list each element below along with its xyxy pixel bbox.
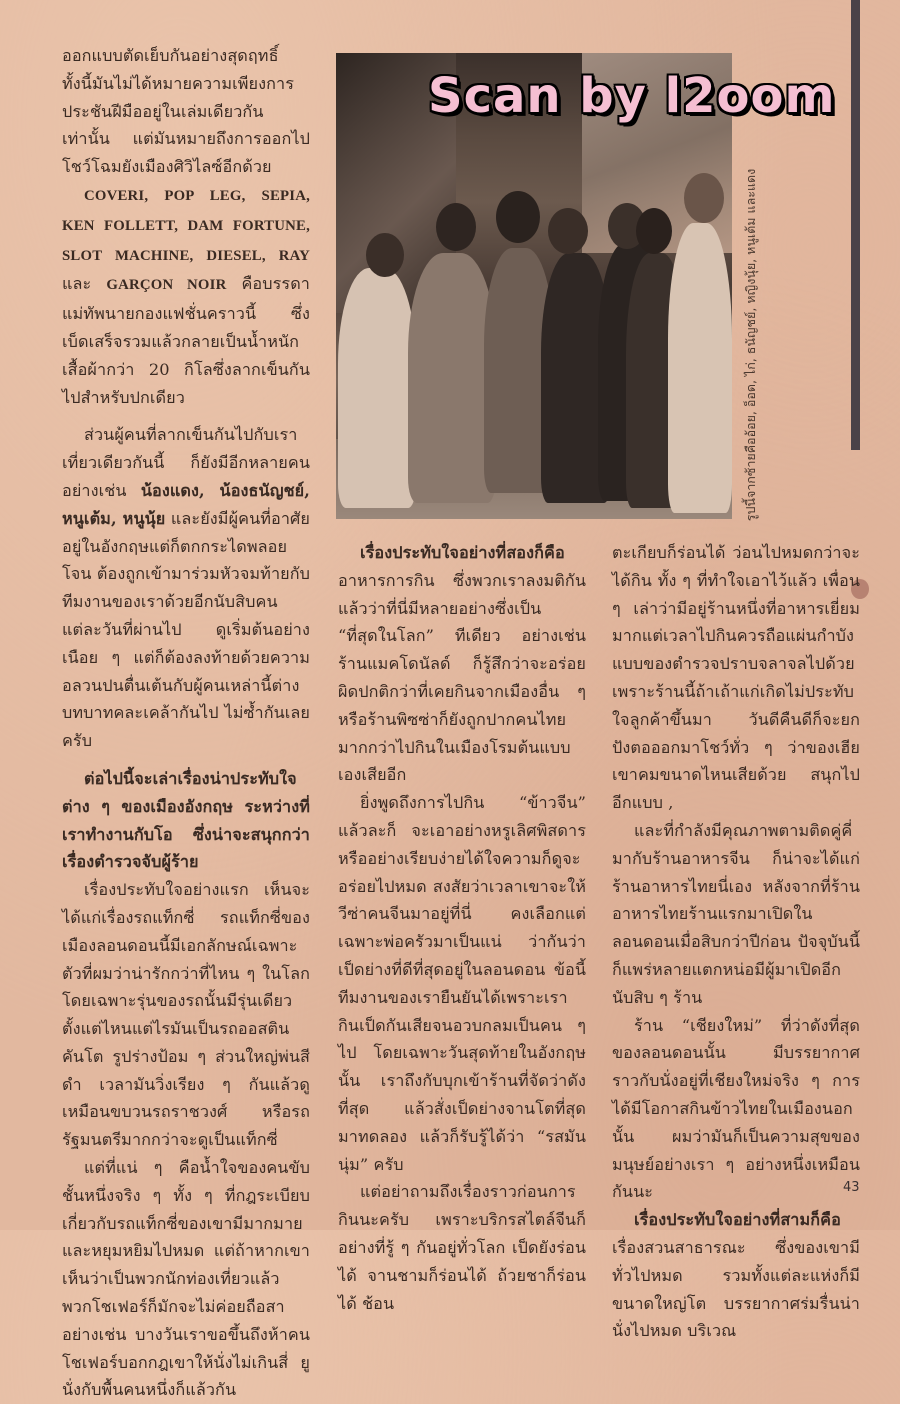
paragraph: แต่อย่าถามถึงเรื่องราวก่อนการกินนะครับ เพราะบริกรสไตล์จีนก็อย่างที่รู้ ๆ กันอยู่ทั่วโลก เป็ดยังร่อนได้ จานชามก็ร่อนได้ ถ้วยชาก็ร่อนได้ ช้อน: [338, 1182, 586, 1313]
paragraph: [612, 1206, 860, 1345]
people-names: น้องแดง, น้องธนัญชย์, หนูเต้ม, หนูนุ้ย: [62, 480, 310, 528]
person-head: [548, 208, 588, 254]
paragraph: เรื่องประทับใจอย่างแรก เห็นจะได้แก่เรื่องรถแท็กซี่ รถแท็กซี่ของเมืองลอนดอนนี้มีเอกลักษณ์เฉพาะตัวที่ผมว่าน่ารักกว่าที่ไหน ๆ ในโลก โดยเฉพาะรุ่นของรถนั้นมีรุ่นเดียวตั้งแต่ไหนแต่ไรมันเป็นรถออสตินคันโต รูปร่างป้อม ๆ ส่วนใหญ่พ่นสีดำ เวลามันวิ่งเรียง ๆ กันแล้วดูเหมือนขบวนรถราชวงศ์ หรือรถรัฐมนตรีมากกว่าจะดูเป็นแท็กซี่: [62, 880, 310, 1150]
person-head: [366, 233, 404, 277]
paragraph: [62, 421, 310, 755]
paragraph-text: ส่วนผู้คนที่ลากเข็นกันไปกับเราเที่ยวเดียวกันนี้ ก็ยังมีอีกหลายคน อย่างเช่น: [62, 425, 310, 500]
paragraph: แต่ที่แน่ ๆ คือน้ำใจของคนขับชั้นหนึ่งจริง ๆ ทั้ง ๆ ที่กฎระเบียบเกี่ยวกับรถแท็กซี่ของเขามีมากมายและหยุมหยิมไปหมด แต่ถ้าหากเขาเห็นว่าเป็นพวกนักท่องเที่ยวแล้ว พวกโชเฟอร์ก็มักจะไม่ค่อยถือสา อย่างเช่น บางวันเราขอขึ้นถึงห้าคน โชเฟอร์บอกกฎเขาให้นั่งไม่เกินสี่ ยูนั่งกับพื้นคนหนึ่งก็แล้วกัน: [62, 1158, 310, 1400]
paragraph: ยิ่งพูดถึงการไปกิน “ข้าวจีน” แล้วละก็ จะเอาอย่างหรูเลิศพิสดาร หรืออย่างเรียบง่ายได้ใจความก็ดูจะอร่อยไปหมด สงสัยว่าเวลาเขาจะให้วีซ่าคนจีนมาอยู่ที่นี่ คงเลือกแต่เฉพาะพ่อครัวมาเป็นแน่ ว่ากันว่าเป็ดย่างที่ดีที่สุดอยู่ในลอนดอน ข้อนี้ทีมงานของเรายืนยันได้เพราะเรากินเป็ดกันเสียจนอวบกลมเป็นคน ๆ ไป โดยเฉพาะวันสุดท้ายในอังกฤษนั้น เราถึงกับบุกเข้าร้านที่จัดว่าดังที่สุด แล้วสั่งเป็ดย่างจานโตที่สุดมาทดลอง แล้วก็รับรู้ได้ว่า “รสมันนุ่ม” ครับ: [338, 793, 586, 1174]
person-silhouette: [668, 223, 732, 513]
person-head: [436, 203, 476, 251]
section-lead: ต่อไปนี้จะเล่าเรื่องน่าประทับใจต่าง ๆ ของเมืองอังกฤษ ระหว่างที่เราทำงานกับโอ ซึ่งน่าจะสนุกกว่าเรื่องตำรวจจับผู้ร้าย: [62, 768, 310, 872]
person-head: [496, 191, 540, 243]
paragraph-text: และยังมีผู้คนที่อาศัยอยู่ในอังกฤษแต่ก็ตกกระไดพลอยโจน ต้องถูกเข้ามาร่วมหัวจมท้ายกับทีมงานของเราด้วยอีกนับสิบคน แต่ละวันที่ผ่านไป ดูเริ่มต้นอย่างเนือย ๆ แต่ก็ต้องลงท้ายด้วยความอลวนปนตื่นเต้นกับผู้คนเหล่านี้ต่างบทบาทคละเคล้ากันไป ไม่ซ้ำกันเลยครับ: [62, 508, 310, 751]
person-head: [684, 173, 724, 223]
page-number: 43: [843, 1180, 860, 1195]
paragraph-text: คือบรรดาแม่ทัพนายกองแฟชั่นคราวนี้ ซึ่งเบ็ดเสร็จรวมแล้วกลายเป็นน้ำหนักเสื้อผ้ากว่า 20 กิโลซึ่งลากเข็นกันไปสำหรับปกเดียว: [62, 274, 310, 407]
conjunction: และ: [62, 274, 107, 294]
paragraph: [338, 539, 586, 789]
paragraph-text: อาหารการกิน ซึ่งพวกเราลงมติกันแล้วว่าที่นี่มีหลายอย่างซึ่งเป็น “ที่สุดในโลก” ทีเดียว อย่างเช่น ร้านแมคโดนัลด์ ก็รู้สึกว่าจะอร่อยผิดปกติกว่าที่เคยกินจากเมืองอื่น ๆ หรือร้านพิซซ่าก็ยังถูกปากคนไทยมากกว่าไปกินในเมืองโรมต้นแบบเองเสียอีก: [338, 570, 586, 785]
section-lead: เรื่องประทับใจอย่างที่สองก็คือ: [360, 543, 565, 562]
section-lead: เรื่องประทับใจอย่างที่สามก็คือ: [634, 1210, 841, 1230]
article-column-middle: [338, 539, 586, 1317]
photo-caption-text: รูปนี้จากซ้ายคืออ้อย, อ็อด, ไก่, ธนัญชย์, หญิงนุ้ย, หนูเต้ม และแดง: [743, 168, 758, 522]
paragraph: และที่กำลังมีคุณภาพตามติดคู่คี่มากับร้านอาหารจีน ก็น่าจะได้แก่ร้านอาหารไทยนี่เอง หลังจากที่ร้านอาหารไทยร้านแรกมาเปิดในลอนดอนเมื่อสิบกว่าปีก่อน ปัจจุบันนี้ก็แพร่หลายแตกหน่อมีผู้มาเปิดอีกนับสิบ ๆ ร้าน: [612, 820, 860, 1007]
paragraph: [62, 181, 310, 411]
scan-watermark: Scan by l2oom: [428, 68, 836, 124]
paragraph: ออกแบบตัดเย็บกันอย่างสุดฤทธิ์ ทั้งนี้มันไม่ได้หมายความเพียงการประชันฝีมืออยู่ในเล่มเดียวกันเท่านั้น แต่มันหมายถึงการออกไปโชว์โฉมยังเมืองศิวิไลซ์อีกด้วย: [62, 46, 310, 177]
paragraph: ร้าน “เชียงใหม่” ที่ว่าดังที่สุดของลอนดอนนั้น มีบรรยากาศราวกับนั่งอยู่ที่เชียงใหม่จริง ๆ การได้มีโอกาสกินข้าวไทยในเมืองนอกนั้น ผมว่ามันก็เป็นความสุขของมนุษย์อย่างเรา ๆ อย่างหนึ่งเหมือนกันนะ: [612, 1015, 860, 1202]
paragraph: ตะเกียบก็ร่อนได้ ว่อนไปหมดกว่าจะได้กิน ทั้ง ๆ ที่ทำใจเอาไว้แล้ว เพื่อน ๆ เล่าว่ามีอยู่ร้านหนึ่งที่อาหารเยี่ยมมากแต่เวลาไปกินควรถือแผ่นกำบังแบบของตำรวจปราบจลาจลไปด้วย เพราะร้านนี้ถ้าเถ้าแก่เกิดไม่ประทับใจลูกค้าขึ้นมา วันดีคืนดีก็จะยกปังตอออกมาโชว์ทั่ว ๆ ว่าของเฮียเขาคมขนาดไหนเสียด้วย สนุกไปอีกแบบ ,: [612, 543, 860, 813]
brand-name: GARÇON NOIR: [106, 277, 227, 294]
brand-list: COVERI, POP LEG, SEPIA, KEN FOLLETT, DAM FORTUNE, SLOT MACHINE, DIESEL, RAY: [62, 187, 310, 264]
article-column-right: [612, 539, 860, 1345]
person-head: [636, 208, 672, 254]
article-column-left: [62, 42, 310, 1404]
person-silhouette: [408, 253, 496, 503]
person-silhouette: [338, 268, 416, 508]
page-edge-bar: [851, 0, 860, 450]
paragraph-text: เรื่องสวนสาธารณะ ซึ่งของเขามีทั่วไปหมด รวมทั้งแต่ละแห่งก็มีขนาดใหญ่โต บรรยากาศร่มรื่นน่านั่งไปหมด บริเวณ: [612, 1237, 860, 1341]
photo-caption: [740, 160, 762, 530]
